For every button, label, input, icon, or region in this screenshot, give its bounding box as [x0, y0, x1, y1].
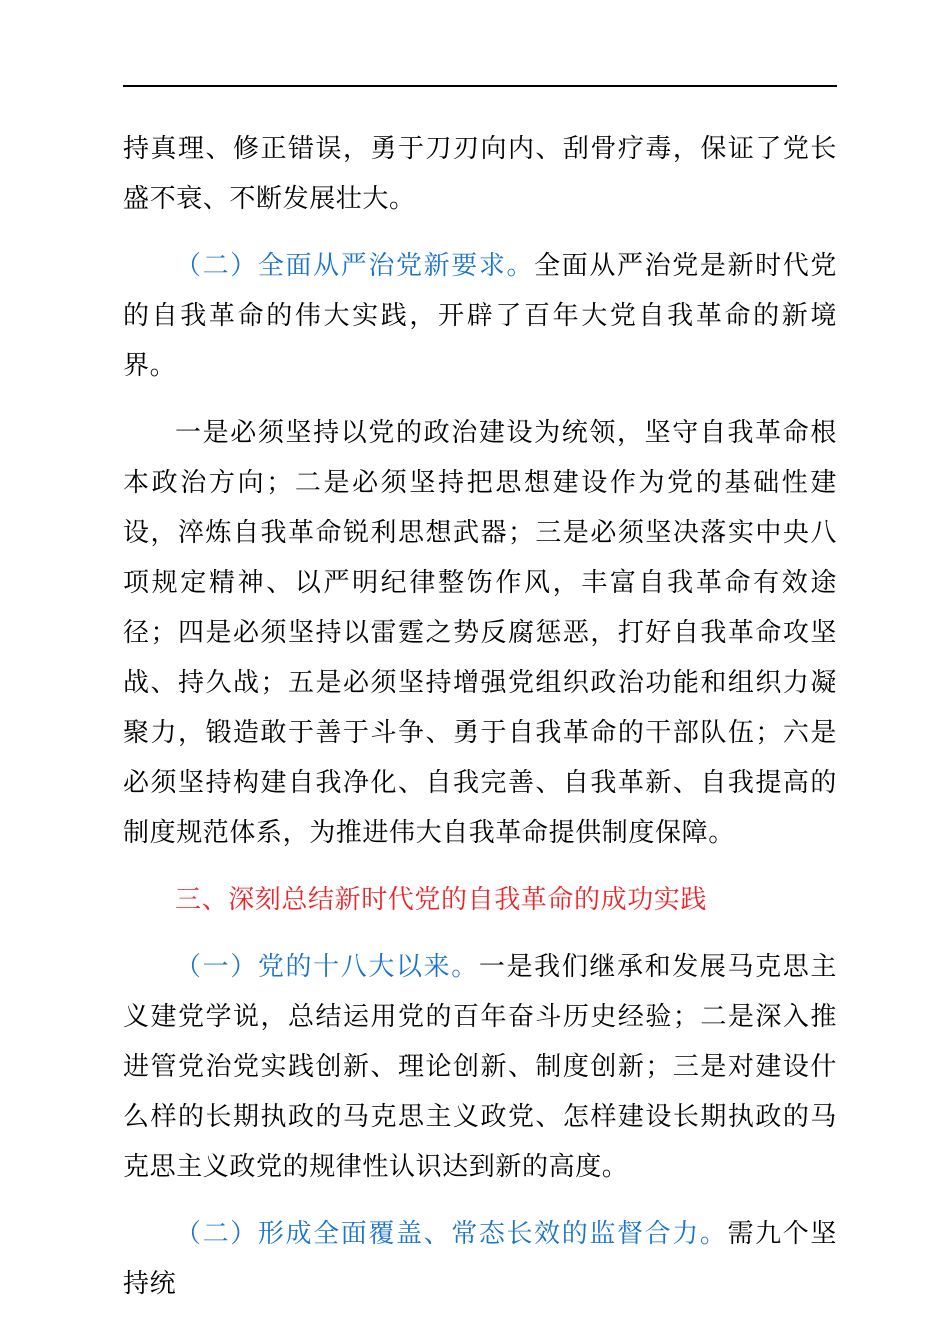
paragraph-continuation [123, 124, 837, 224]
paragraph-text: 一是我们继承和发展马克思主义建党学说，总结运用党的百年奋斗历史经验；二是深入推进管党治党实践创新、理论创新、制度创新；三是对建设什么样的长期执政的马克思主义政党、怎样建设长期执政的马克思主义政党的规律性认识达到新的高度。 [123, 952, 837, 1182]
paragraph-supervision [123, 1209, 837, 1309]
subheading-strict-governance: （二）全面从严治党新要求。 [175, 251, 535, 281]
paragraph-text: 一是必须坚持以党的政治建设为统领，坚守自我革命根本政治方向；二是必须坚持把思想建设作为党的基础性建设，淬炼自我革命锐利思想武器；三是必须坚决落实中央八项规定精神、以严明纪律整饬作风，丰富自我革命有效途径；四是必须坚持以雷霆之势反腐惩恶，打好自我革命攻坚战、持久战；五是必须坚持增强党组织政治功能和组织力凝聚力，锻造敢于善于斗争、勇于自我革命的干部队伍；六是必须坚持构建自我净化、自我完善、自我革新、自我提高的制度规范体系，为推进伟大自我革命提供制度保障。 [123, 418, 837, 848]
paragraph-since-18th-congress [123, 942, 837, 1192]
paragraph-text: 持真理、修正错误，勇于刀刃向内、刮骨疗毒，保证了党长盛不衰、不断发展壮大。 [123, 134, 837, 214]
section-heading-text: 三、深刻总结新时代党的自我革命的成功实践 [175, 885, 708, 915]
paragraph-text: 全面从严治党是新时代党的自我革命的伟大实践，开辟了百年大党自我革命的新境界。 [123, 251, 837, 381]
section-heading-three [123, 875, 837, 925]
subheading-supervision: （二）形成全面覆盖、常态长效的监督合力。 [175, 1219, 728, 1249]
subheading-since-18th-congress: （一）党的十八大以来。 [175, 952, 479, 982]
document-body [123, 124, 837, 1309]
header-rule [123, 85, 837, 87]
paragraph-text: 需九个坚持统 [123, 1219, 837, 1299]
paragraph-strict-governance [123, 241, 837, 391]
paragraph-six-musts [123, 408, 837, 858]
